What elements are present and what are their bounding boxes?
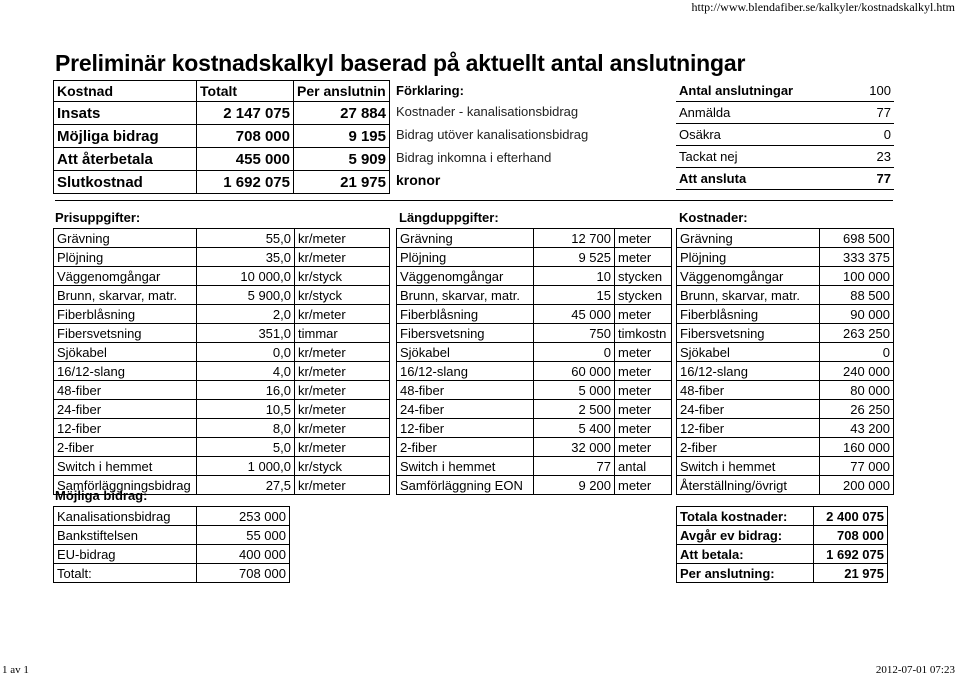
summary-header-per: Per anslutnin xyxy=(294,81,390,102)
pris-cell: Samförläggningsbidrag xyxy=(54,476,197,495)
langd-cell: Samförläggning EON xyxy=(397,476,534,495)
summary-per: 27 884 xyxy=(294,102,390,125)
antal-total-row xyxy=(676,168,894,190)
pris-cell: 35,0 xyxy=(197,248,295,267)
langd-row xyxy=(397,229,672,248)
summary-total: 708 000 xyxy=(197,125,294,148)
antal-label: Anmälda xyxy=(676,102,853,124)
antal-header-label: Antal anslutningar xyxy=(676,80,853,102)
langd-cell: 60 000 xyxy=(534,362,615,381)
langd-cell: Switch i hemmet xyxy=(397,457,534,476)
pris-row xyxy=(54,362,390,381)
pris-cell: Fibersvetsning xyxy=(54,324,197,343)
kost-row xyxy=(677,438,894,457)
summary-header-totalt: Totalt xyxy=(197,81,294,102)
pris-cell: kr/meter xyxy=(295,362,390,381)
explanation-heading: Förklaring: xyxy=(396,83,464,98)
kost-row xyxy=(677,305,894,324)
pris-cell: Brunn, skarvar, matr. xyxy=(54,286,197,305)
summary-label: Insats xyxy=(54,102,197,125)
kost-row xyxy=(677,419,894,438)
bidrag-cell: 400 000 xyxy=(197,545,290,564)
kost-row xyxy=(677,400,894,419)
bidrag-cell: 253 000 xyxy=(197,507,290,526)
totals-cell: 708 000 xyxy=(814,526,888,545)
kost-cell: 698 500 xyxy=(820,229,894,248)
bidrag-table xyxy=(53,506,290,583)
kost-row xyxy=(677,248,894,267)
totals-cell: Totala kostnader: xyxy=(677,507,814,526)
antal-value: 23 xyxy=(853,146,894,168)
pris-row xyxy=(54,343,390,362)
pris-cell: 2,0 xyxy=(197,305,295,324)
pris-cell: Sjökabel xyxy=(54,343,197,362)
pris-row xyxy=(54,286,390,305)
summary-per: 5 909 xyxy=(294,148,390,171)
pris-cell: kr/meter xyxy=(295,305,390,324)
langd-cell: meter xyxy=(615,362,672,381)
kost-cell: 0 xyxy=(820,343,894,362)
bidrag-cell: Bankstiftelsen xyxy=(54,526,197,545)
kost-cell: Switch i hemmet xyxy=(677,457,820,476)
langd-cell: 45 000 xyxy=(534,305,615,324)
langd-row xyxy=(397,267,672,286)
langd-cell: 0 xyxy=(534,343,615,362)
kost-cell: 16/12-slang xyxy=(677,362,820,381)
langd-cell: meter xyxy=(615,343,672,362)
langd-cell: 16/12-slang xyxy=(397,362,534,381)
langd-row xyxy=(397,286,672,305)
summary-table xyxy=(53,80,390,194)
langd-cell: stycken xyxy=(615,286,672,305)
explanation-line: Bidrag utöver kanalisationsbidrag xyxy=(396,127,589,142)
langd-cell: meter xyxy=(615,419,672,438)
langd-row xyxy=(397,438,672,457)
langd-cell: 77 xyxy=(534,457,615,476)
langd-cell: 2 500 xyxy=(534,400,615,419)
kost-cell: 160 000 xyxy=(820,438,894,457)
kost-row xyxy=(677,343,894,362)
langd-row xyxy=(397,248,672,267)
langd-row xyxy=(397,457,672,476)
pris-cell: kr/meter xyxy=(295,343,390,362)
kost-cell: 77 000 xyxy=(820,457,894,476)
divider xyxy=(55,200,893,201)
pris-cell: 12-fiber xyxy=(54,419,197,438)
kost-row xyxy=(677,381,894,400)
langd-cell: meter xyxy=(615,438,672,457)
langd-cell: Väggenomgångar xyxy=(397,267,534,286)
langd-row xyxy=(397,305,672,324)
pris-cell: kr/meter xyxy=(295,381,390,400)
pris-row xyxy=(54,267,390,286)
kost-cell: Sjökabel xyxy=(677,343,820,362)
langd-cell: meter xyxy=(615,305,672,324)
langd-row xyxy=(397,476,672,495)
bidrag-cell: Kanalisationsbidrag xyxy=(54,507,197,526)
summary-per: 9 195 xyxy=(294,125,390,148)
pris-cell: kr/meter xyxy=(295,400,390,419)
kost-row xyxy=(677,457,894,476)
totals-cell: 1 692 075 xyxy=(814,545,888,564)
totals-row xyxy=(677,526,888,545)
pris-cell: kr/styck xyxy=(295,457,390,476)
pris-cell: 10,5 xyxy=(197,400,295,419)
langd-cell: Grävning xyxy=(397,229,534,248)
kost-row xyxy=(677,362,894,381)
kost-cell: Fiberblåsning xyxy=(677,305,820,324)
summary-label: Slutkostnad xyxy=(54,171,197,194)
totals-row xyxy=(677,507,888,526)
langd-cell: stycken xyxy=(615,267,672,286)
antal-row xyxy=(676,124,894,146)
langd-row xyxy=(397,362,672,381)
langd-row xyxy=(397,419,672,438)
pris-cell: 5,0 xyxy=(197,438,295,457)
totals-cell: Per anslutning: xyxy=(677,564,814,583)
kost-cell: 43 200 xyxy=(820,419,894,438)
antal-total-value: 77 xyxy=(853,168,894,190)
pris-row xyxy=(54,229,390,248)
kost-row xyxy=(677,267,894,286)
kost-cell: 88 500 xyxy=(820,286,894,305)
summary-row xyxy=(54,171,390,194)
pris-cell: kr/meter xyxy=(295,476,390,495)
kost-row xyxy=(677,229,894,248)
langd-row xyxy=(397,324,672,343)
langd-row xyxy=(397,400,672,419)
section-langd-heading: Längduppgifter: xyxy=(399,210,499,225)
totals-cell: 2 400 075 xyxy=(814,507,888,526)
pris-row xyxy=(54,305,390,324)
pris-cell: 8,0 xyxy=(197,419,295,438)
pris-row xyxy=(54,381,390,400)
kost-cell: 333 375 xyxy=(820,248,894,267)
pris-cell: Fiberblåsning xyxy=(54,305,197,324)
pris-cell: kr/meter xyxy=(295,438,390,457)
antal-label: Tackat nej xyxy=(676,146,853,168)
antal-value: 0 xyxy=(853,124,894,146)
langd-cell: 10 xyxy=(534,267,615,286)
langd-cell: 12-fiber xyxy=(397,419,534,438)
kost-cell: 90 000 xyxy=(820,305,894,324)
langd-cell: 24-fiber xyxy=(397,400,534,419)
pris-row xyxy=(54,438,390,457)
antal-label: Osäkra xyxy=(676,124,853,146)
kost-cell: 200 000 xyxy=(820,476,894,495)
pris-cell: Plöjning xyxy=(54,248,197,267)
langd-row xyxy=(397,343,672,362)
kost-cell: Grävning xyxy=(677,229,820,248)
summary-total: 455 000 xyxy=(197,148,294,171)
pris-cell: 24-fiber xyxy=(54,400,197,419)
kost-cell: 80 000 xyxy=(820,381,894,400)
print-datetime: 2012-07-01 07:23 xyxy=(875,664,955,676)
antal-table xyxy=(676,80,894,190)
summary-header-row xyxy=(54,81,390,102)
kost-row xyxy=(677,286,894,305)
pris-cell: kr/meter xyxy=(295,248,390,267)
langd-cell: meter xyxy=(615,248,672,267)
bidrag-cell: EU-bidrag xyxy=(54,545,197,564)
langd-cell: 15 xyxy=(534,286,615,305)
langd-cell: 5 400 xyxy=(534,419,615,438)
summary-row xyxy=(54,125,390,148)
pris-row xyxy=(54,400,390,419)
pris-row xyxy=(54,419,390,438)
summary-label: Möjliga bidrag xyxy=(54,125,197,148)
kost-cell: 263 250 xyxy=(820,324,894,343)
langd-cell: Fibersvetsning xyxy=(397,324,534,343)
summary-per: 21 975 xyxy=(294,171,390,194)
kost-cell: 12-fiber xyxy=(677,419,820,438)
langd-cell: antal xyxy=(615,457,672,476)
pris-cell: timmar xyxy=(295,324,390,343)
page-url: http://www.blendafiber.se/kalkyler/kostnadskalkyl.htm xyxy=(691,0,955,14)
pris-cell: 4,0 xyxy=(197,362,295,381)
explanation-unit: kronor xyxy=(396,172,441,188)
summary-header-kostnad: Kostnad xyxy=(54,81,197,102)
langd-cell: meter xyxy=(615,400,672,419)
pris-cell: 55,0 xyxy=(197,229,295,248)
antal-value: 77 xyxy=(853,102,894,124)
kost-cell: 240 000 xyxy=(820,362,894,381)
langd-cell: 12 700 xyxy=(534,229,615,248)
section-kost-heading: Kostnader: xyxy=(679,210,748,225)
langd-cell: meter xyxy=(615,229,672,248)
bidrag-cell: 55 000 xyxy=(197,526,290,545)
kost-cell: 2-fiber xyxy=(677,438,820,457)
langd-cell: 2-fiber xyxy=(397,438,534,457)
pris-row xyxy=(54,457,390,476)
kost-cell: 100 000 xyxy=(820,267,894,286)
langd-cell: 32 000 xyxy=(534,438,615,457)
pris-row xyxy=(54,324,390,343)
bidrag-row xyxy=(54,507,290,526)
antal-row xyxy=(676,146,894,168)
antal-header-row xyxy=(676,80,894,102)
pris-cell: Väggenomgångar xyxy=(54,267,197,286)
pris-cell: 5 900,0 xyxy=(197,286,295,305)
pris-cell: 2-fiber xyxy=(54,438,197,457)
summary-label: Att återbetala xyxy=(54,148,197,171)
langd-cell: Fiberblåsning xyxy=(397,305,534,324)
totals-table xyxy=(676,506,888,583)
explanation-block xyxy=(396,82,674,192)
kost-cell: Fibersvetsning xyxy=(677,324,820,343)
explanation-line: Kostnader - kanalisationsbidrag xyxy=(396,104,579,119)
totals-cell: 21 975 xyxy=(814,564,888,583)
summary-total: 2 147 075 xyxy=(197,102,294,125)
bidrag-row xyxy=(54,564,290,583)
pris-cell: 351,0 xyxy=(197,324,295,343)
pris-cell: kr/meter xyxy=(295,229,390,248)
kost-row xyxy=(677,476,894,495)
kost-cell: Plöjning xyxy=(677,248,820,267)
langd-cell: timkostn xyxy=(615,324,672,343)
langd-cell: Plöjning xyxy=(397,248,534,267)
langd-table xyxy=(396,228,672,495)
pris-cell: Switch i hemmet xyxy=(54,457,197,476)
page-count: 1 av 1 xyxy=(2,664,29,676)
langd-cell: 9 200 xyxy=(534,476,615,495)
kost-cell: 26 250 xyxy=(820,400,894,419)
langd-cell: 48-fiber xyxy=(397,381,534,400)
langd-cell: meter xyxy=(615,381,672,400)
pris-cell: Grävning xyxy=(54,229,197,248)
pris-cell: 48-fiber xyxy=(54,381,197,400)
antal-row xyxy=(676,102,894,124)
pris-cell: kr/styck xyxy=(295,286,390,305)
bidrag-row xyxy=(54,526,290,545)
langd-row xyxy=(397,381,672,400)
pris-cell: 27,5 xyxy=(197,476,295,495)
pris-cell: 10 000,0 xyxy=(197,267,295,286)
kost-row xyxy=(677,324,894,343)
kost-cell: 48-fiber xyxy=(677,381,820,400)
kost-cell: Väggenomgångar xyxy=(677,267,820,286)
pris-table xyxy=(53,228,390,495)
langd-cell: 9 525 xyxy=(534,248,615,267)
summary-row xyxy=(54,102,390,125)
kost-cell: 24-fiber xyxy=(677,400,820,419)
pris-cell: 16,0 xyxy=(197,381,295,400)
langd-cell: Sjökabel xyxy=(397,343,534,362)
section-bidrag-heading: Möjliga bidrag: xyxy=(55,488,148,503)
summary-total: 1 692 075 xyxy=(197,171,294,194)
pris-cell: 0,0 xyxy=(197,343,295,362)
totals-row xyxy=(677,564,888,583)
bidrag-cell: Totalt: xyxy=(54,564,197,583)
kost-cell: Återställning/övrigt xyxy=(677,476,820,495)
summary-row xyxy=(54,148,390,171)
totals-cell: Avgår ev bidrag: xyxy=(677,526,814,545)
langd-cell: 5 000 xyxy=(534,381,615,400)
page-title: Preliminär kostnadskalkyl baserad på aktuellt antal anslutningar xyxy=(55,50,746,76)
pris-row xyxy=(54,248,390,267)
bidrag-cell: 708 000 xyxy=(197,564,290,583)
langd-cell: Brunn, skarvar, matr. xyxy=(397,286,534,305)
pris-cell: 16/12-slang xyxy=(54,362,197,381)
pris-cell: kr/meter xyxy=(295,419,390,438)
totals-cell: Att betala: xyxy=(677,545,814,564)
pris-cell: kr/styck xyxy=(295,267,390,286)
bidrag-row xyxy=(54,545,290,564)
section-pris-heading: Prisuppgifter: xyxy=(55,210,141,225)
totals-row xyxy=(677,545,888,564)
langd-cell: 750 xyxy=(534,324,615,343)
kost-cell: Brunn, skarvar, matr. xyxy=(677,286,820,305)
antal-total-label: Att ansluta xyxy=(676,168,853,190)
kost-table xyxy=(676,228,894,495)
langd-cell: meter xyxy=(615,476,672,495)
antal-header-value: 100 xyxy=(853,80,894,102)
pris-cell: 1 000,0 xyxy=(197,457,295,476)
explanation-line: Bidrag inkomna i efterhand xyxy=(396,150,552,165)
